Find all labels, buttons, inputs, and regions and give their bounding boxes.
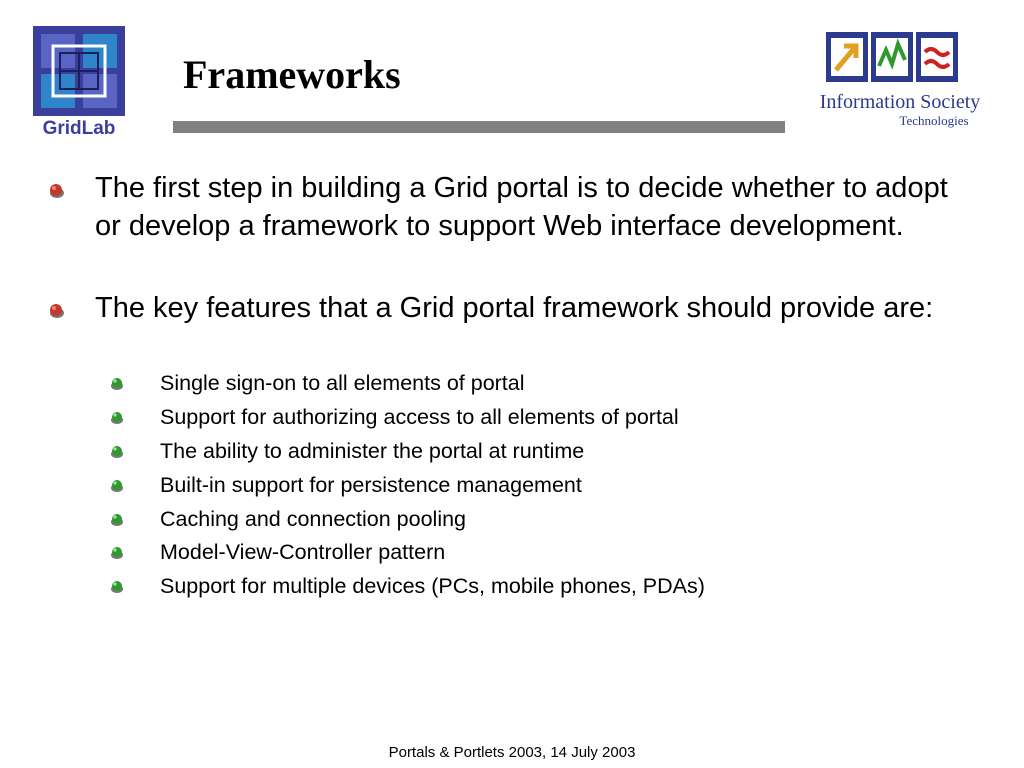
bullet-text: The key features that a Grid portal framework should provide are: bbox=[95, 292, 934, 324]
slide-footer: Portals & Portlets 2003, 14 July 2003 bbox=[388, 744, 636, 761]
green-bullet-icon bbox=[110, 478, 125, 493]
green-bullet-icon bbox=[110, 410, 125, 425]
bullet-text: The first step in building a Grid portal is to decide whether to adopt or develop a framework to support Web interface development. bbox=[95, 172, 948, 242]
green-bullet-icon bbox=[110, 579, 125, 594]
sub-bullet-text: Caching and connection pooling bbox=[160, 507, 467, 531]
sub-bullet-text: Built-in support for persistence management bbox=[160, 473, 582, 497]
green-bullet-icon bbox=[110, 545, 125, 560]
sub-bullet-text: Model-View-Controller pattern bbox=[160, 540, 446, 564]
gridlab-logo-text: GridLab bbox=[42, 118, 116, 139]
ist-logo-line1: Information Society bbox=[819, 91, 981, 113]
sub-bullet-text: The ability to administer the portal at runtime bbox=[160, 439, 585, 463]
sub-bullet-text: Support for multiple devices (PCs, mobile phones, PDAs) bbox=[160, 574, 705, 598]
red-bullet-icon bbox=[48, 182, 66, 200]
green-bullet-icon bbox=[110, 444, 125, 459]
ist-logo-line2: Technologies bbox=[899, 113, 969, 128]
slide-title: Frameworks bbox=[183, 52, 401, 97]
green-bullet-icon bbox=[110, 512, 125, 527]
green-bullet-icon bbox=[110, 376, 125, 391]
sub-bullet-text: Support for authorizing access to all elements of portal bbox=[160, 405, 679, 429]
red-bullet-icon bbox=[48, 302, 66, 320]
sub-bullet-text: Single sign-on to all elements of portal bbox=[160, 371, 525, 395]
